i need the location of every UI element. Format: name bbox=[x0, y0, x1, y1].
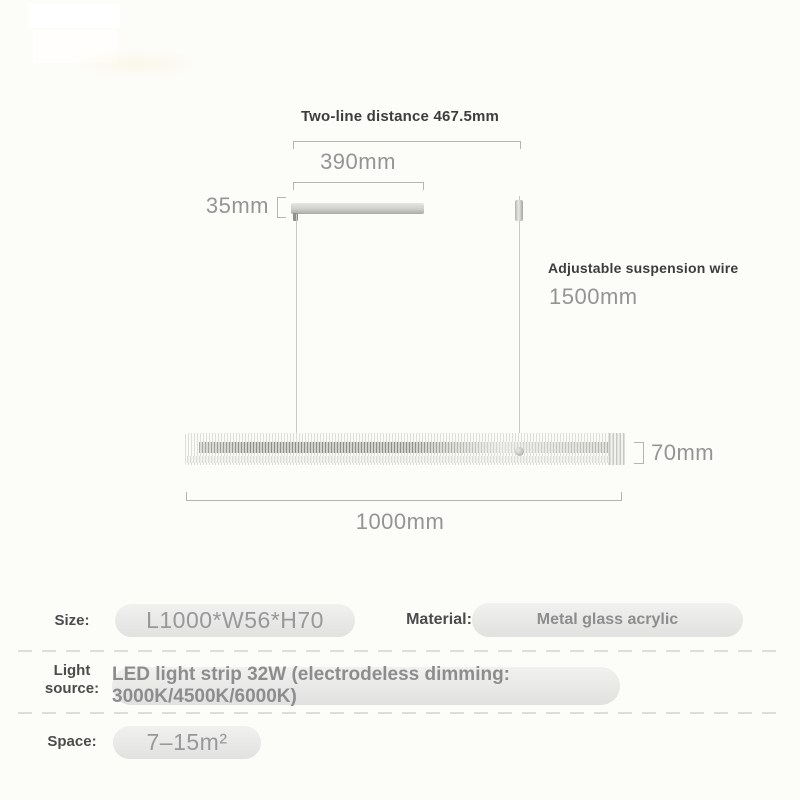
size-value-pill bbox=[115, 604, 355, 637]
fixture-right-cap bbox=[609, 433, 625, 465]
light-source-value-pill bbox=[112, 664, 620, 707]
space-value-pill bbox=[113, 726, 261, 759]
dashed-separator bbox=[18, 712, 782, 714]
faint-artifact-rect bbox=[28, 3, 120, 28]
two-line-distance-bracket bbox=[293, 141, 521, 149]
wire-adjuster bbox=[515, 200, 523, 221]
light-source-label: Light source: bbox=[44, 662, 100, 697]
size-label: Size: bbox=[54, 612, 90, 629]
led-strip bbox=[199, 442, 609, 453]
fixture-ribbed-bottom bbox=[187, 456, 623, 463]
fixture-length-label: 1000mm bbox=[355, 509, 445, 534]
fixture-height-bracket bbox=[634, 442, 644, 464]
mount-height-bracket bbox=[277, 197, 286, 218]
mount-height-label: 35mm bbox=[205, 193, 269, 218]
size-value: L1000*W56*H70 bbox=[146, 607, 324, 633]
suspension-wire-label: Adjustable suspension wire bbox=[548, 260, 739, 276]
fixture-height-label: 70mm bbox=[651, 440, 715, 465]
right-suspension-wire bbox=[519, 196, 520, 442]
wire-fixture-joint bbox=[515, 447, 524, 456]
material-value: Metal glass acrylic bbox=[536, 611, 679, 628]
faint-smudge bbox=[72, 48, 202, 80]
space-label: Space: bbox=[47, 733, 97, 750]
material-value-pill bbox=[472, 603, 743, 637]
fixture-length-bracket bbox=[186, 492, 622, 501]
two-line-distance-label: Two-line distance 467.5mm bbox=[300, 108, 500, 125]
wire-length-label: 1500mm bbox=[549, 284, 638, 309]
light-source-value: LED light strip 32W (electrodeless dimming: 3000K/4500K/6000K) bbox=[112, 664, 511, 707]
led-strip-fade bbox=[199, 442, 609, 453]
pendant-light-fixture bbox=[185, 433, 625, 465]
space-value: 7–15m² bbox=[146, 729, 228, 755]
material-label: Material: bbox=[406, 611, 472, 628]
ceiling-mount-bar bbox=[291, 203, 424, 214]
dashed-separator bbox=[18, 650, 782, 652]
mount-width-label: 390mm bbox=[320, 149, 396, 174]
left-suspension-wire bbox=[296, 214, 297, 436]
mount-width-bracket bbox=[293, 182, 424, 190]
